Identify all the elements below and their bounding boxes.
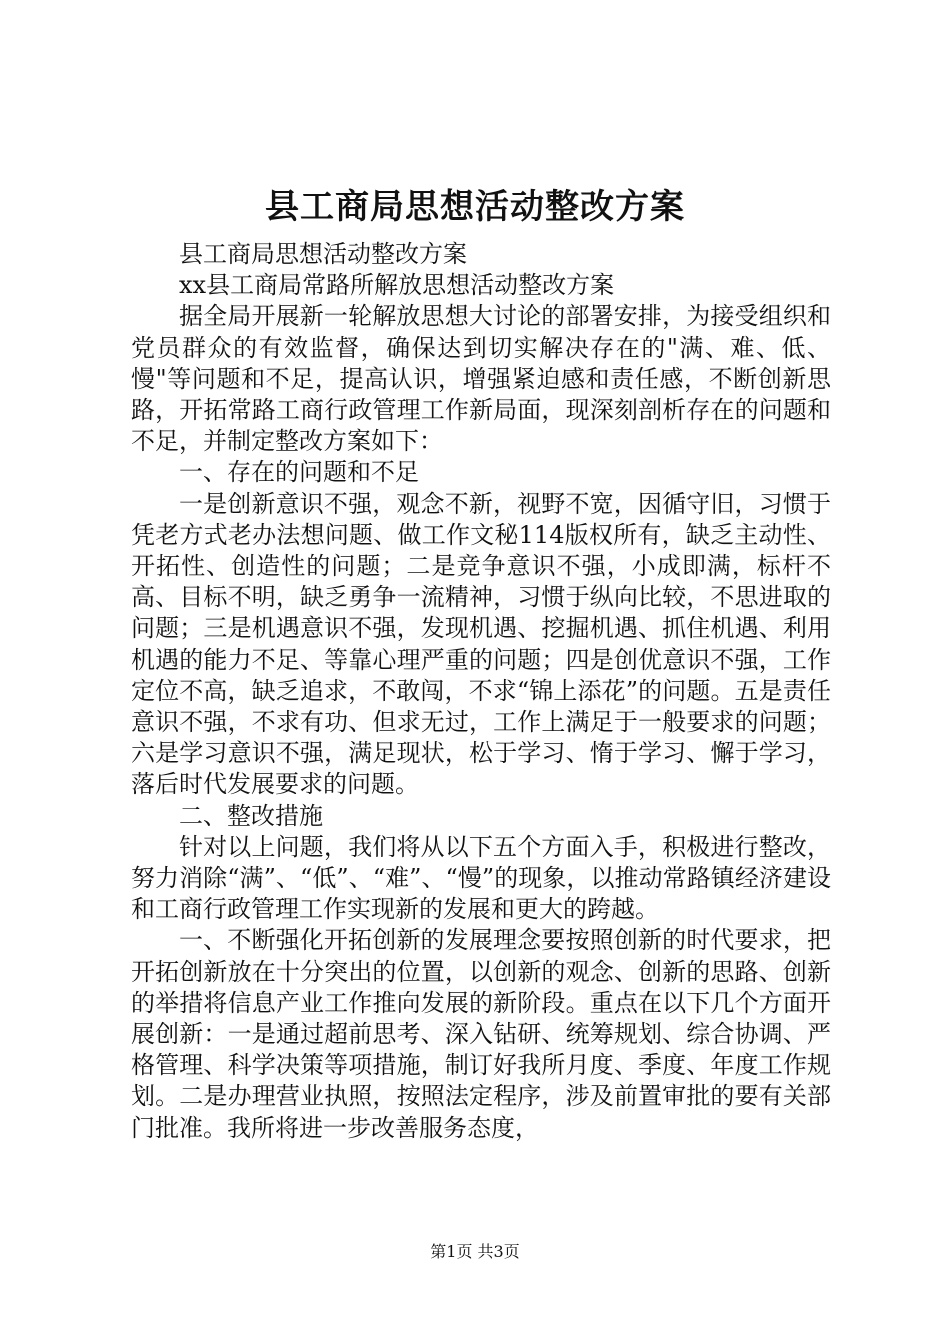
paragraph-measure-one: 一、不断强化开拓创新的发展理念要按照创新的时代要求，把开拓创新放在十分突出的位置，以创新的观念、创新的思路、创新的举措将信息产业工作推向发展的新阶段。重点在以下几个方面开展创新：一是通过超前思考、深入钻研、统筹规划、综合协调、严格管理、科学决策等项措施，制订好我所月度、季度、年度工作规划。二是办理营业执照，按照法定程序，涉及前置审批的要有关部门批准。我所将进一步改善服务态度， [131, 926, 831, 1142]
section-heading-problems: 一、存在的问题和不足 [179, 458, 419, 487]
paragraph-subtitle: 县工商局思想活动整改方案 [179, 240, 467, 268]
paragraph-measures-intro: 针对以上问题，我们将从以下五个方面入手，积极进行整改，努力消除“满”、“低”、“难”、“慢”的现象，以推动常路镇经济建设和工商行政管理工作实现新的发展和更大的跨越。 [131, 832, 831, 924]
page-footer: 第1页 共3页 [430, 1242, 520, 1261]
paragraph-intro: 据全局开展新一轮解放思想大讨论的部署安排，为接受组织和党员群众的有效监督，确保达到切实解决存在的"满、难、低、慢"等问题和不足，提高认识，增强紧迫感和责任感，不断创新思路，开拓常路工商行政管理工作新局面，现深刻剖析存在的问题和不足，并制定整改方案如下： [131, 302, 831, 456]
document-body [131, 239, 831, 1144]
paragraph-problems: 一是创新意识不强，观念不新，视野不宽，因循守旧，习惯于凭老方式老办法想问题、做工作文秘114版权所有，缺乏主动性、开拓性、创造性的问题；二是竞争意识不强，小成即满，标杆不高、目标不明，缺乏勇争一流精神，习惯于纵向比较，不思进取的问题；三是机遇意识不强，发现机遇、挖掘机遇、抓住机遇、利用机遇的能力不足、等靠心理严重的问题；四是创优意识不强，工作定位不高，缺乏追求，不敢闯，不求“锦上添花”的问题。五是责任意识不强，不求有功、但求无过，工作上满足于一般要求的问题；六是学习意识不强，满足现状，松于学习、惰于学习、懈于学习，落后时代发展要求的问题。 [131, 489, 831, 799]
document-title: 县工商局思想活动整改方案 [265, 187, 685, 227]
section-heading-measures: 二、整改措施 [179, 801, 323, 830]
paragraph-plan-name: xx县工商局常路所解放思想活动整改方案 [179, 271, 615, 300]
